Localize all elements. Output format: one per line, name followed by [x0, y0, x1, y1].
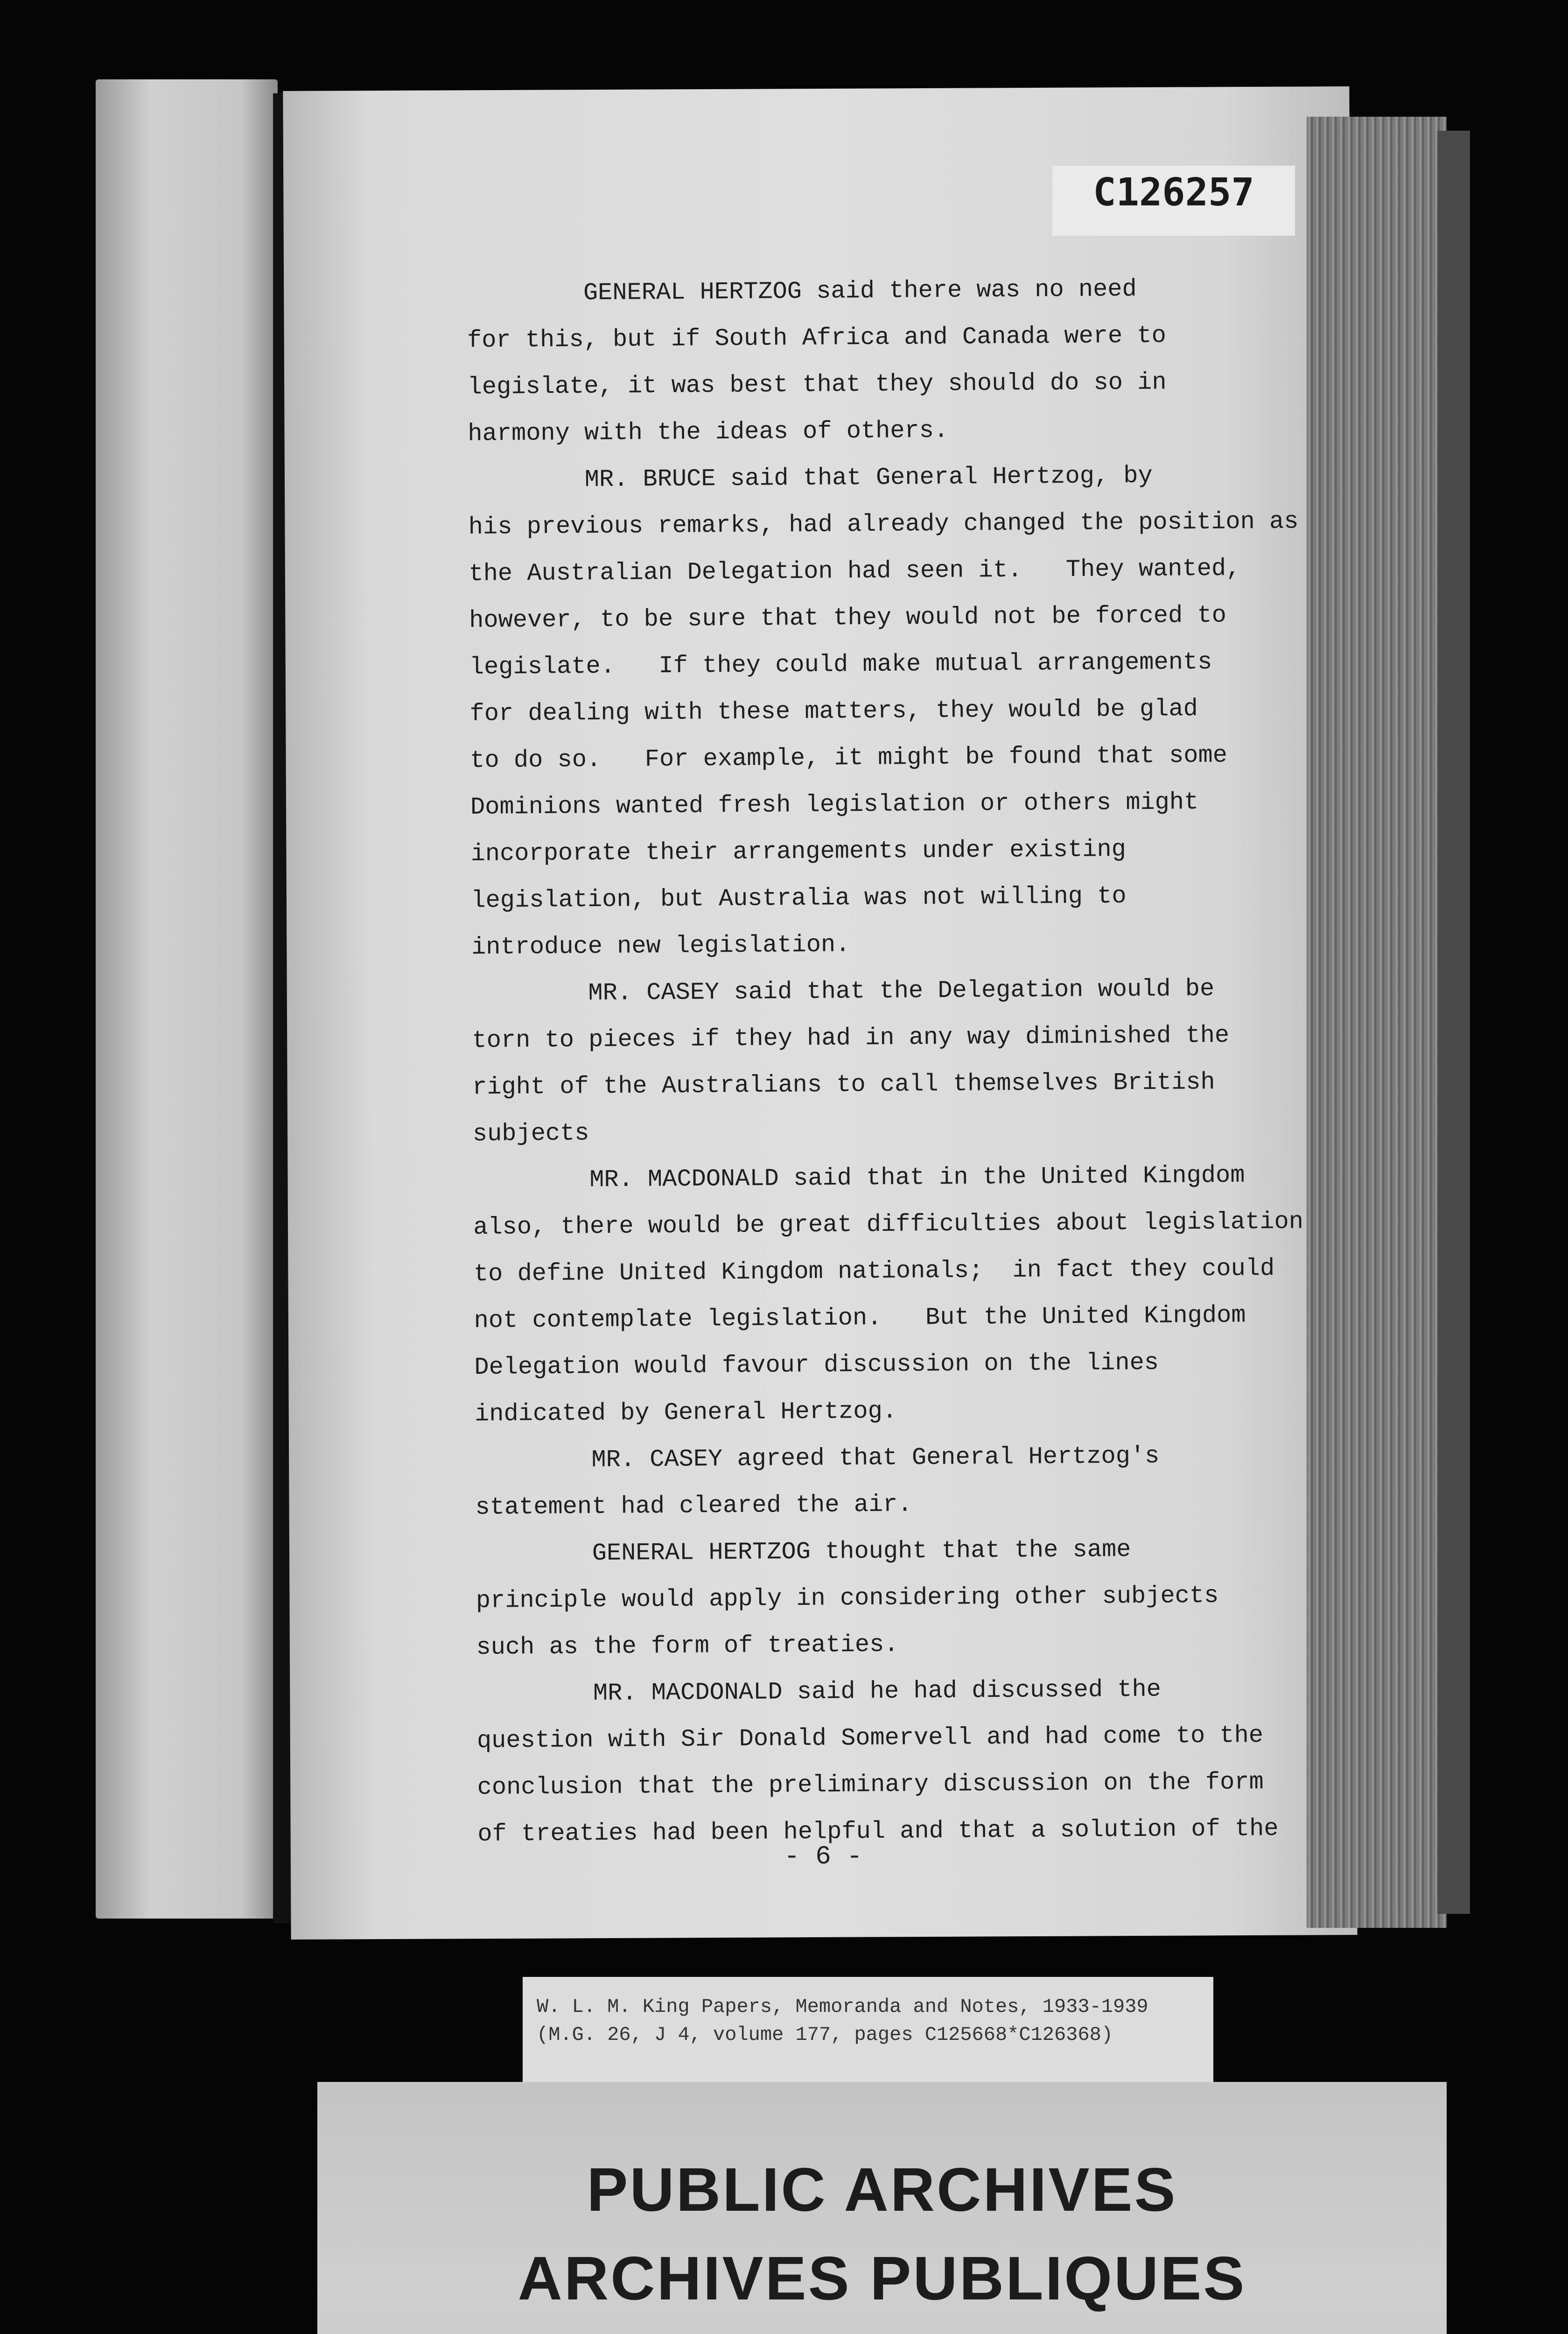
text-line: legislate, it was best that they should do so in — [467, 368, 1167, 401]
text-line: question with Sir Donald Somervell and had come to the — [476, 1722, 1264, 1755]
text-line: indicated by General Hertzog. — [474, 1397, 897, 1428]
text-line: not contemplate legislation. But the United Kingdom — [474, 1301, 1246, 1335]
text-line: incorporate their arrangements under existing — [470, 836, 1127, 868]
text-line: harmony with the ideas of others. — [468, 416, 949, 448]
stamp-number: C126257 — [1093, 170, 1254, 215]
archives-line-english: PUBLIC ARCHIVES — [587, 2155, 1177, 2224]
text-line: Delegation would favour discussion on the lines — [474, 1349, 1159, 1381]
page-number: - 6 - — [784, 1842, 863, 1871]
text-line: for dealing with these matters, they would be glad — [469, 695, 1198, 728]
text-line: GENERAL HERTZOG said there was no need — [467, 275, 1137, 308]
text-line: MR. CASEY agreed that General Hertzog's — [475, 1442, 1160, 1475]
text-line: GENERAL HERTZOG thought that the same — [475, 1536, 1131, 1568]
text-line: MR. BRUCE said that General Hertzog, by — [468, 462, 1153, 494]
book-cover-edge — [1437, 131, 1470, 1914]
archives-line-french: ARCHIVES PUBLIQUES — [518, 2244, 1246, 2313]
page-edges — [1307, 117, 1447, 1928]
text-line: statement had cleared the air. — [475, 1490, 912, 1521]
text-line: introduce new legislation. — [471, 931, 850, 961]
text-line: his previous remarks, had already changed the position as — [468, 507, 1299, 541]
left-page — [96, 79, 278, 1919]
text-line: MR. CASEY said that the Delegation would be — [471, 975, 1215, 1008]
source-caption — [523, 1977, 1213, 2084]
text-line: however, to be sure that they would not be forced to — [469, 601, 1227, 634]
caption-line-2: (M.G. 26, J 4, volume 177, pages C125668*C126368) — [537, 2024, 1113, 2046]
text-line: subjects — [472, 1119, 589, 1148]
text-line: legislation, but Australia was not willing to — [471, 882, 1127, 914]
text-line: also, there would be great difficulties about legislation — [473, 1208, 1304, 1241]
text-line: to do so. For example, it might be found that some — [470, 741, 1228, 774]
text-line: for this, but if South Africa and Canada were to — [467, 322, 1167, 354]
text-line: MR. MACDONALD said that in the United Kingdom — [473, 1161, 1245, 1195]
text-line: legislate. If they could make mutual arrangements — [469, 648, 1212, 681]
reference-stamp — [1052, 166, 1295, 236]
text-line: right of the Australians to call themselves British — [472, 1068, 1215, 1101]
caption-line-1: W. L. M. King Papers, Memoranda and Notes, 1933-1939 — [537, 1996, 1148, 2018]
text-line: conclusion that the preliminary discussion on the form — [477, 1768, 1264, 1801]
text-line: Dominions wanted fresh legislation or others might — [470, 788, 1199, 821]
text-line: MR. MACDONALD said he had discussed the — [476, 1675, 1162, 1708]
text-line: principle would apply in considering other subjects — [476, 1582, 1219, 1615]
archives-card — [317, 2082, 1447, 2334]
text-line: to define United Kingdom nationals; in fact they could — [473, 1254, 1275, 1288]
text-line: such as the form of treaties. — [476, 1631, 899, 1661]
text-line: of treaties had been helpful and that a solution of the — [477, 1814, 1279, 1848]
document-body — [467, 265, 1318, 1857]
text-line: torn to pieces if they had in any way diminished the — [472, 1021, 1230, 1055]
text-line: the Australian Delegation had seen it. They wanted, — [469, 555, 1241, 588]
